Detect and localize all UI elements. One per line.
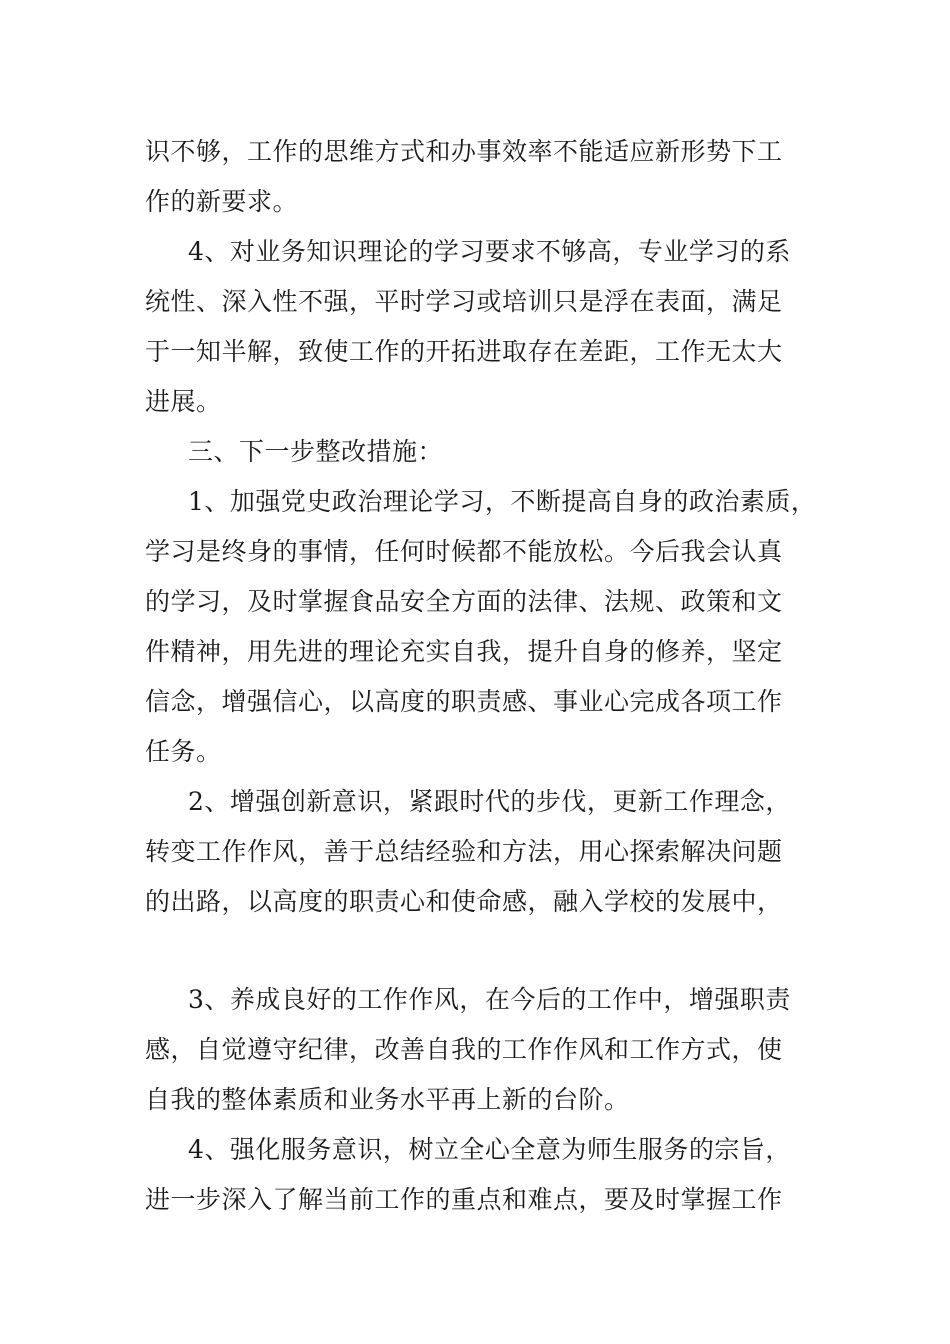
text-line: 学习是终身的事情，任何时候都不能放松。今后我会认真 <box>145 537 783 566</box>
text-line: 的出路，以高度的职责心和使命感，融入学校的发展中， <box>145 887 783 916</box>
section-heading: 三、下一步整改措施： <box>188 437 444 466</box>
paragraph-start-line: 1、加强党史政治理论学习，不断提高自身的政治素质， <box>188 487 817 516</box>
text-line: 感，自觉遵守纪律，改善自我的工作作风和工作方式，使 <box>145 1035 783 1064</box>
text-line: 进一步深入了解当前工作的重点和难点，要及时掌握工作 <box>145 1185 783 1214</box>
paragraph-start-line: 3、养成良好的工作作风，在今后的工作中，增强职责 <box>188 985 791 1014</box>
text-line: 件精神，用先进的理论充实自我，提升自身的修养，坚定 <box>145 637 783 666</box>
paragraph-start-line: 4、对业务知识理论的学习要求不够高，专业学习的系 <box>188 237 791 266</box>
text-line: 识不够，工作的思维方式和办事效率不能适应新形势下工 <box>145 137 783 166</box>
text-line: 统性、深入性不强，平时学习或培训只是浮在表面，满足 <box>145 287 783 316</box>
text-line: 信念，增强信心，以高度的职责感、事业心完成各项工作 <box>145 687 783 716</box>
text-line: 的学习，及时掌握食品安全方面的法律、法规、政策和文 <box>145 587 783 616</box>
text-line: 进展。 <box>145 387 222 416</box>
text-line: 于一知半解，致使工作的开拓进取存在差距，工作无太大 <box>145 337 783 366</box>
paragraph-start-line: 2、增强创新意识，紧跟时代的步伐，更新工作理念， <box>188 787 791 816</box>
text-line: 自我的整体素质和业务水平再上新的台阶。 <box>145 1085 630 1114</box>
text-line: 转变工作作风，善于总结经验和方法，用心探索解决问题 <box>145 837 783 866</box>
text-line: 任务。 <box>145 737 222 766</box>
paragraph-start-line: 4、强化服务意识，树立全心全意为师生服务的宗旨， <box>188 1135 791 1164</box>
text-line: 作的新要求。 <box>145 187 299 216</box>
